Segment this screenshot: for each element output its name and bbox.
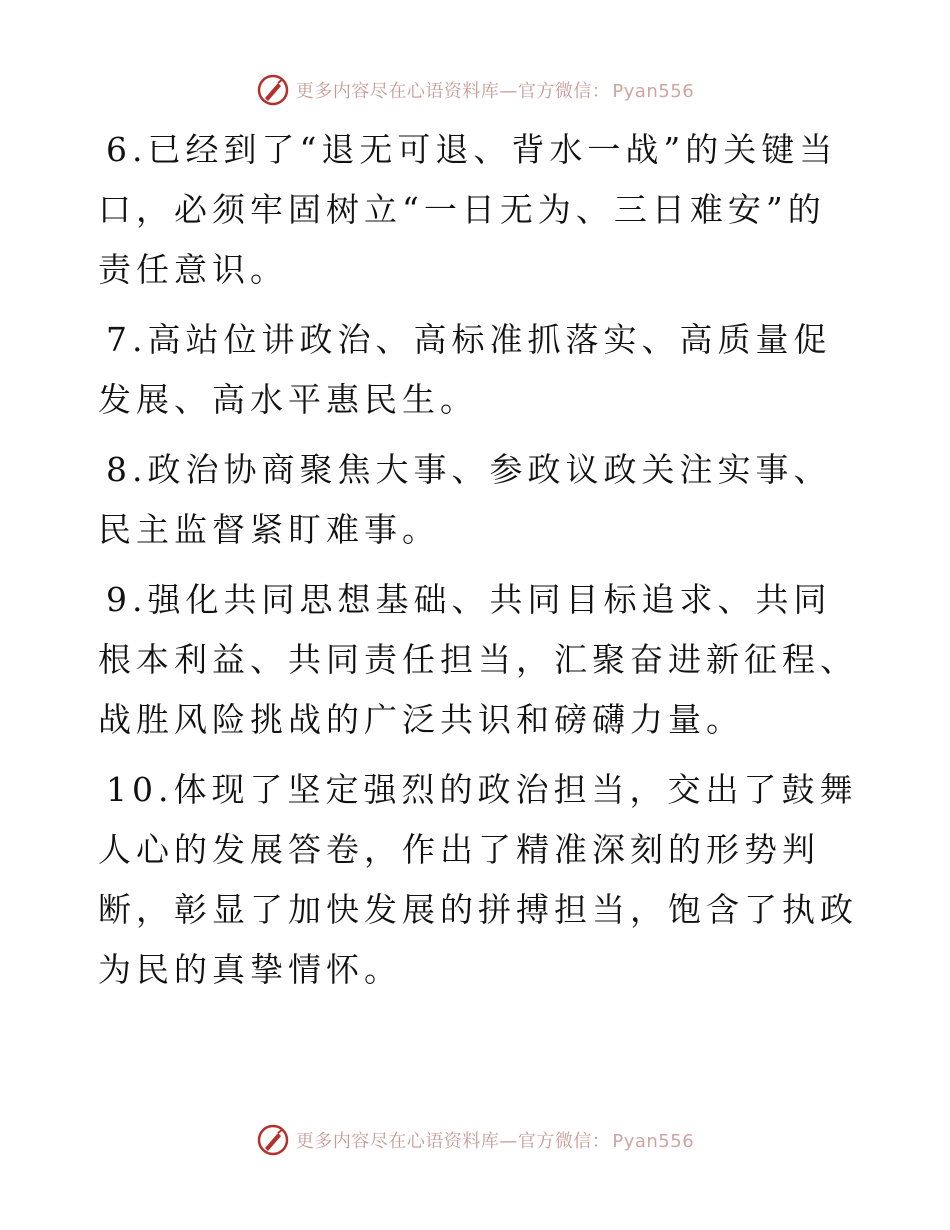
header-brand <box>256 73 694 107</box>
pen-logo-icon <box>256 73 290 107</box>
document-body <box>98 120 858 1010</box>
paragraph-10: 10.体现了坚定强烈的政治担当，交出了鼓舞人心的发展答卷，作出了精准深刻的形势判断，彰显了加快发展的拼搏担当，饱含了执政为民的真挚情怀。 <box>98 770 858 989</box>
paragraph-9: 9.强化共同思想基础、共同目标追求、共同根本利益、共同责任担当，汇聚奋进新征程、战胜风险挑战的广泛共识和磅礴力量。 <box>98 580 858 739</box>
header-watermark <box>0 70 950 110</box>
paragraph-8: 8.政治协商聚焦大事、参政议政关注实事、民主监督紧盯难事。 <box>98 450 832 549</box>
footer-brand-text: 更多内容尽在心语资料库—官方微信： Pyan556 <box>295 1131 695 1152</box>
header-brand-text: 更多内容尽在心语资料库—官方微信： Pyan556 <box>295 81 695 102</box>
paragraph-7: 7.高站位讲政治、高标准抓落实、高质量促发展、高水平惠民生。 <box>98 320 832 419</box>
footer-brand <box>256 1123 694 1157</box>
footer-watermark <box>0 1120 950 1160</box>
paragraph-6: 6.已经到了“退无可退、背水一战”的关键当口，必须牢固树立“一日无为、三日难安”的责任意识。 <box>98 130 838 289</box>
pen-logo-icon <box>256 1123 290 1157</box>
